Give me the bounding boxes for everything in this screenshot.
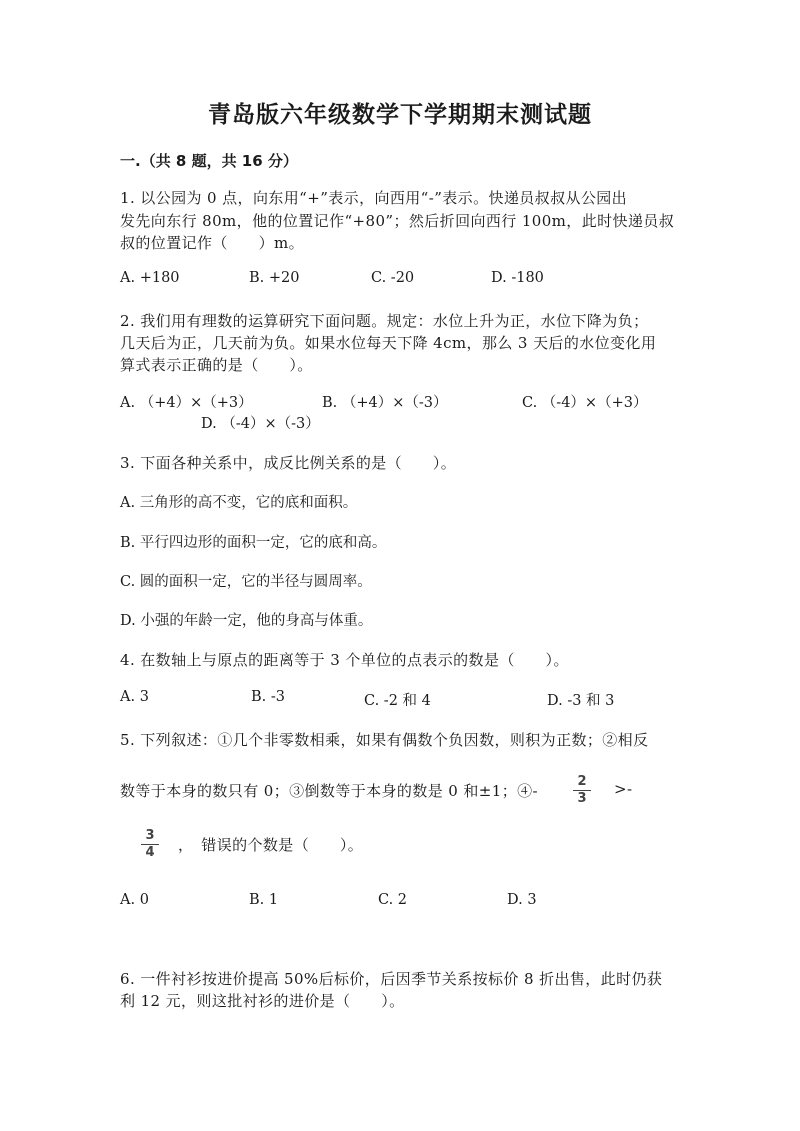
q3-option-b: B. 平行四边形的面积一定，它的底和高。 <box>120 535 387 551</box>
q2-line-3: 算式表示正确的是（ ）。 <box>120 356 313 374</box>
q1-line-2: 发先向东行 80m，他的位置记作“+80”；然后折回向西行 100m，此时快递员叔 <box>120 212 675 230</box>
q4-option-c: C. -2 和 4 <box>364 693 431 709</box>
q2-line-1: 2. 我们用有理数的运算研究下面问题。规定：水位上升为正，水位下降为负； <box>120 312 649 330</box>
q4-option-d: D. -3 和 3 <box>547 693 615 709</box>
q1-option-d: D. -180 <box>491 270 544 286</box>
q3-option-c: C. 圆的面积一定，它的半径与圆周率。 <box>120 574 372 590</box>
q5-greater-than: >- <box>614 780 633 798</box>
q4-stem: 4. 在数轴上与原点的距离等于 3 个单位的点表示的数是（ ）。 <box>120 651 569 669</box>
q5-option-c: C. 2 <box>378 892 408 908</box>
section-heading: 一.（共 8 题，共 16 分） <box>120 152 298 170</box>
q5-option-b: B. 1 <box>249 892 279 908</box>
q2-option-c: C. （-4）×（+3） <box>522 395 648 411</box>
q2-option-d: D. （-4）×（-3） <box>201 416 320 432</box>
q5-fraction-2-denominator: 4 <box>145 845 155 860</box>
q3-option-a: A. 三角形的高不变，它的底和面积。 <box>120 495 358 511</box>
q2-option-b: B. （+4）×（-3） <box>322 395 448 411</box>
q4-option-a: A. 3 <box>120 689 149 705</box>
q5-line-3: ， 错误的个数是（ ）。 <box>178 836 364 854</box>
q1-option-a: A. +180 <box>120 270 180 286</box>
q1-option-b: B. +20 <box>249 270 300 286</box>
q5-fraction-1 <box>573 775 591 806</box>
q5-fraction-2 <box>141 829 159 860</box>
q5-option-d: D. 3 <box>507 892 537 908</box>
q6-line-2: 利 12 元，则这批衬衫的进价是（ ）。 <box>120 992 405 1010</box>
q5-fraction-1-numerator: 2 <box>577 774 587 789</box>
q5-line-2: 数等于本身的数只有 0；③倒数等于本身的数是 0 和±1；④- <box>120 782 538 800</box>
q5-fraction-1-denominator: 3 <box>577 791 587 806</box>
q1-option-c: C. -20 <box>371 270 415 286</box>
q1-line-3: 叔的位置记作（ ）m。 <box>120 234 305 252</box>
q2-option-a: A. （+4）×（+3） <box>120 395 253 411</box>
q5-option-a: A. 0 <box>120 892 149 908</box>
q5-line-1: 5. 下列叙述：①几个非零数相乘，如果有偶数个负因数，则积为正数；②相反 <box>120 731 649 749</box>
q3-stem: 3. 下面各种关系中，成反比例关系的是（ ）。 <box>120 454 457 472</box>
q2-line-2: 几天后为正，几天前为负。如果水位每天下降 4cm，那么 3 天后的水位变化用 <box>120 334 657 352</box>
page-title: 青岛版六年级数学下学期期末测试题 <box>208 102 592 128</box>
q5-fraction-2-numerator: 3 <box>145 828 155 843</box>
q1-line-1: 1. 以公园为 0 点，向东用“+”表示，向西用“-”表示。快递员叔叔从公园出 <box>120 189 628 207</box>
q3-option-d: D. 小强的年龄一定，他的身高与体重。 <box>120 613 373 629</box>
q6-line-1: 6. 一件衬衫按进价提高 50%后标价，后因季节关系按标价 8 折出售，此时仍获 <box>120 970 663 988</box>
q4-option-b: B. -3 <box>251 689 285 705</box>
